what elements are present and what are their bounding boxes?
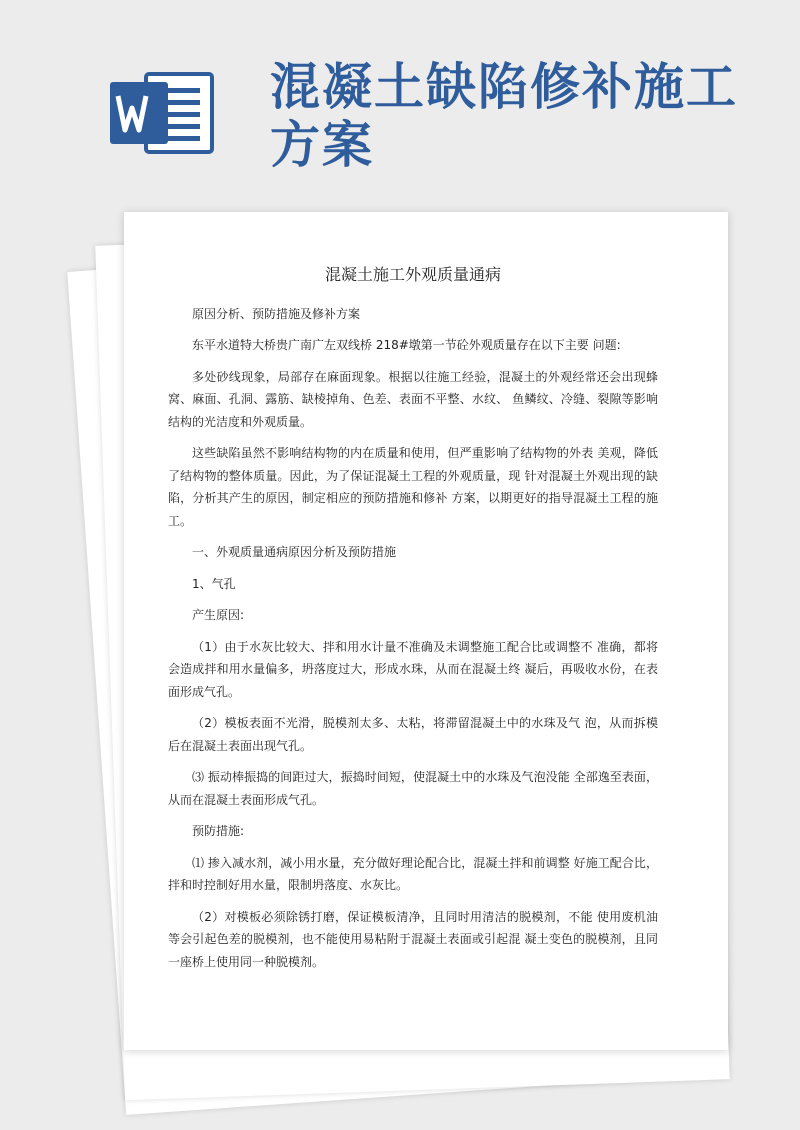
paragraph: ⑶ 振动棒振捣的间距过大，振捣时间短，使混凝土中的水珠及气泡没能 全部逸至表面，从而在混凝土表面形成气孔。 <box>168 770 658 807</box>
word-icon <box>108 68 218 158</box>
paragraph: （2）模板表面不光滑，脱模剂太多、太粘，将滞留混凝土中的水珠及气 泡，从而拆模后在混凝土表面出现气孔。 <box>168 716 658 753</box>
banner-header <box>0 0 800 210</box>
paragraph: 这些缺陷虽然不影响结构物的内在质量和使用，但严重影响了结构物的外表 美观，降低了结构物的整体质量。因此，为了保证混凝土工程的外观质量，现 针对混凝土外观出现的缺陷，分析其产生的原因，制定相应的预防措施和修补 方案，以期更好的指导混凝土工程的施工。 <box>168 446 658 528</box>
section-heading: 一、外观质量通病原因分析及预防措施 <box>192 545 397 559</box>
document-body <box>168 212 658 982</box>
document-page <box>124 212 728 1050</box>
paragraph: 产生原因: <box>192 608 245 622</box>
paragraph: （1）由于水灰比较大、拌和用水计量不准确及未调整施工配合比或调整不 准确，都将会造成拌和用水量偏多，坍落度过大，形成水珠，从而在混凝土终 凝后，再吸收水份，在表面形成气孔。 <box>168 639 658 699</box>
page-title: 混凝土缺陷修补施工方案 <box>270 58 738 174</box>
subsection-heading: 1、气孔 <box>192 576 236 591</box>
paragraph: ⑴ 掺入减水剂，减小用水量，充分做好理论配合比，混凝土拌和前调整 好施工配合比，拌和时控制好用水量，限制坍落度、水灰比。 <box>168 855 658 892</box>
paragraph: 东平水道特大桥贵广南广左双线桥 218#墩第一节砼外观质量存在以下主要 问题: <box>192 338 621 352</box>
document-title: 混凝土施工外观质量通病 <box>324 265 501 284</box>
paragraph: 原因分析、预防措施及修补方案 <box>192 306 361 321</box>
paragraph: 预防措施: <box>192 824 245 838</box>
paragraph: 多处砂线现象，局部存在麻面现象。根据以往施工经验，混凝土的外观经常还会出现蜂窝、麻面、孔洞、露筋、缺棱掉角、色差、表面不平整、水纹、 鱼鳞纹、冷缝、裂隙等影响结构的光洁度和外观质量。 <box>168 369 658 429</box>
paragraph: （2）对模板必须除锈打磨，保证模板清净，且同时用清洁的脱模剂，不能 使用废机油等会引起色差的脱模剂，也不能使用易粘附于混凝土表面或引起混 凝土变色的脱模剂，且同一座桥上使用同一种脱模剂。 <box>168 909 658 969</box>
